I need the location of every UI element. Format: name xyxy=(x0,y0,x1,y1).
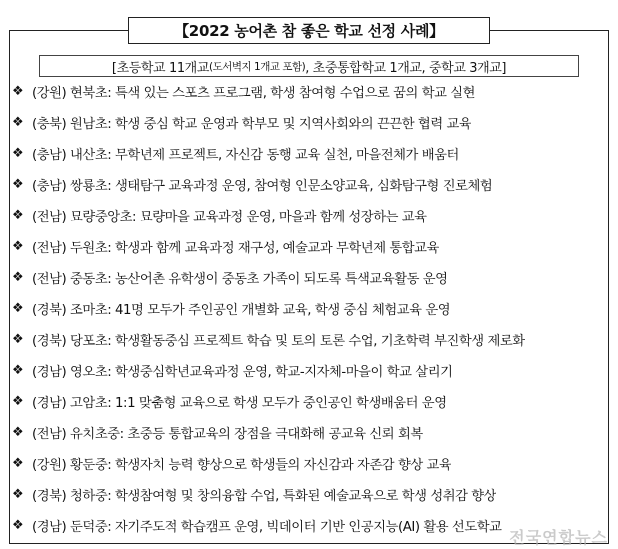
case-text: (전남) 두원초: 학생과 함께 교육과정 재구성, 예술교과 무학년제 통합교육 xyxy=(32,241,439,256)
list-item xyxy=(12,293,610,324)
case-text: (전남) 묘량중앙초: 묘량마을 교육과정 운영, 마을과 함께 성장하는 교육 xyxy=(32,210,427,225)
diamond-bullet-icon: ❖ xyxy=(12,208,24,223)
list-item xyxy=(12,510,610,541)
list-item xyxy=(12,479,610,510)
list-item xyxy=(12,76,610,107)
summary-part-2: (도서벽지 1개교 포함) xyxy=(209,60,306,73)
list-item xyxy=(12,417,610,448)
diamond-bullet-icon: ❖ xyxy=(12,518,24,533)
list-item xyxy=(12,448,610,479)
diamond-bullet-icon: ❖ xyxy=(12,363,24,378)
summary-part-1: [초등학교 11개교 xyxy=(111,60,210,76)
case-text: (경남) 둔덕중: 자기주도적 학습캠프 운영, 빅데이터 기반 인공지능(AI) 활용 선도학교 xyxy=(32,520,502,535)
list-item xyxy=(12,355,610,386)
watermark: 전국연합뉴스 xyxy=(509,528,608,547)
case-text: (경북) 청하중: 학생참여형 및 창의융합 수업, 특화된 예술교육으로 학생 성취감 향상 xyxy=(32,489,497,504)
diamond-bullet-icon: ❖ xyxy=(12,146,24,161)
diamond-bullet-icon: ❖ xyxy=(12,301,24,316)
case-text: (경북) 당포초: 학생활동중심 프로젝트 학습 및 토의 토론 수업, 기초학력 부진학생 제로화 xyxy=(32,334,525,349)
list-item xyxy=(12,169,610,200)
diamond-bullet-icon: ❖ xyxy=(12,456,24,471)
summary-part-3: , 초중통합학교 1개교, 중학교 3개교] xyxy=(305,60,507,76)
case-text: (충남) 쌍룡초: 생태탐구 교육과정 운영, 참여형 인문소양교육, 심화탐구형 진로체험 xyxy=(32,179,493,194)
page-title-text: 【2022 농어촌 참 좋은 학교 선정 사례】 xyxy=(174,22,444,40)
case-text: (경북) 조마초: 41명 모두가 주인공인 개별화 교육, 학생 중심 체험교육 운영 xyxy=(32,303,451,318)
case-text: (충북) 원남초: 학생 중심 학교 운영과 학부모 및 지역사회와의 끈끈한 협력 교육 xyxy=(32,117,472,132)
list-item xyxy=(12,324,610,355)
list-item xyxy=(12,262,610,293)
diamond-bullet-icon: ❖ xyxy=(12,177,24,192)
diamond-bullet-icon: ❖ xyxy=(12,394,24,409)
school-count-summary xyxy=(39,55,579,77)
diamond-bullet-icon: ❖ xyxy=(12,115,24,130)
case-text: (강원) 황둔중: 학생자치 능력 향상으로 학생들의 자신감과 자존감 향상 교육 xyxy=(32,458,452,473)
case-text: (전남) 중동초: 농산어촌 유학생이 중동초 가족이 되도록 특색교육활동 운영 xyxy=(32,272,448,287)
list-item xyxy=(12,138,610,169)
list-item xyxy=(12,200,610,231)
page-title xyxy=(128,17,490,44)
case-text: (강원) 현북초: 특색 있는 스포츠 프로그램, 학생 참여형 수업으로 꿈의 학교 실현 xyxy=(32,86,476,101)
list-item xyxy=(12,386,610,417)
case-text: (전남) 유치초중: 초중등 통합교육의 장점을 극대화해 공교육 신뢰 회복 xyxy=(32,427,423,442)
diamond-bullet-icon: ❖ xyxy=(12,332,24,347)
diamond-bullet-icon: ❖ xyxy=(12,84,24,99)
case-text: (경남) 영오초: 학생중심학년교육과정 운영, 학교-지자체-마을이 학교 살리기 xyxy=(32,365,453,380)
school-case-list xyxy=(12,76,610,541)
diamond-bullet-icon: ❖ xyxy=(12,487,24,502)
case-text: (충남) 내산초: 무학년제 프로젝트, 자신감 동행 교육 실천, 마을전체가 배움터 xyxy=(32,148,459,163)
diamond-bullet-icon: ❖ xyxy=(12,239,24,254)
case-text: (경남) 고암초: 1:1 맞춤형 교육으로 학생 모두가 중인공인 학생배움터 운영 xyxy=(32,396,447,411)
diamond-bullet-icon: ❖ xyxy=(12,425,24,440)
diamond-bullet-icon: ❖ xyxy=(12,270,24,285)
list-item xyxy=(12,107,610,138)
list-item xyxy=(12,231,610,262)
